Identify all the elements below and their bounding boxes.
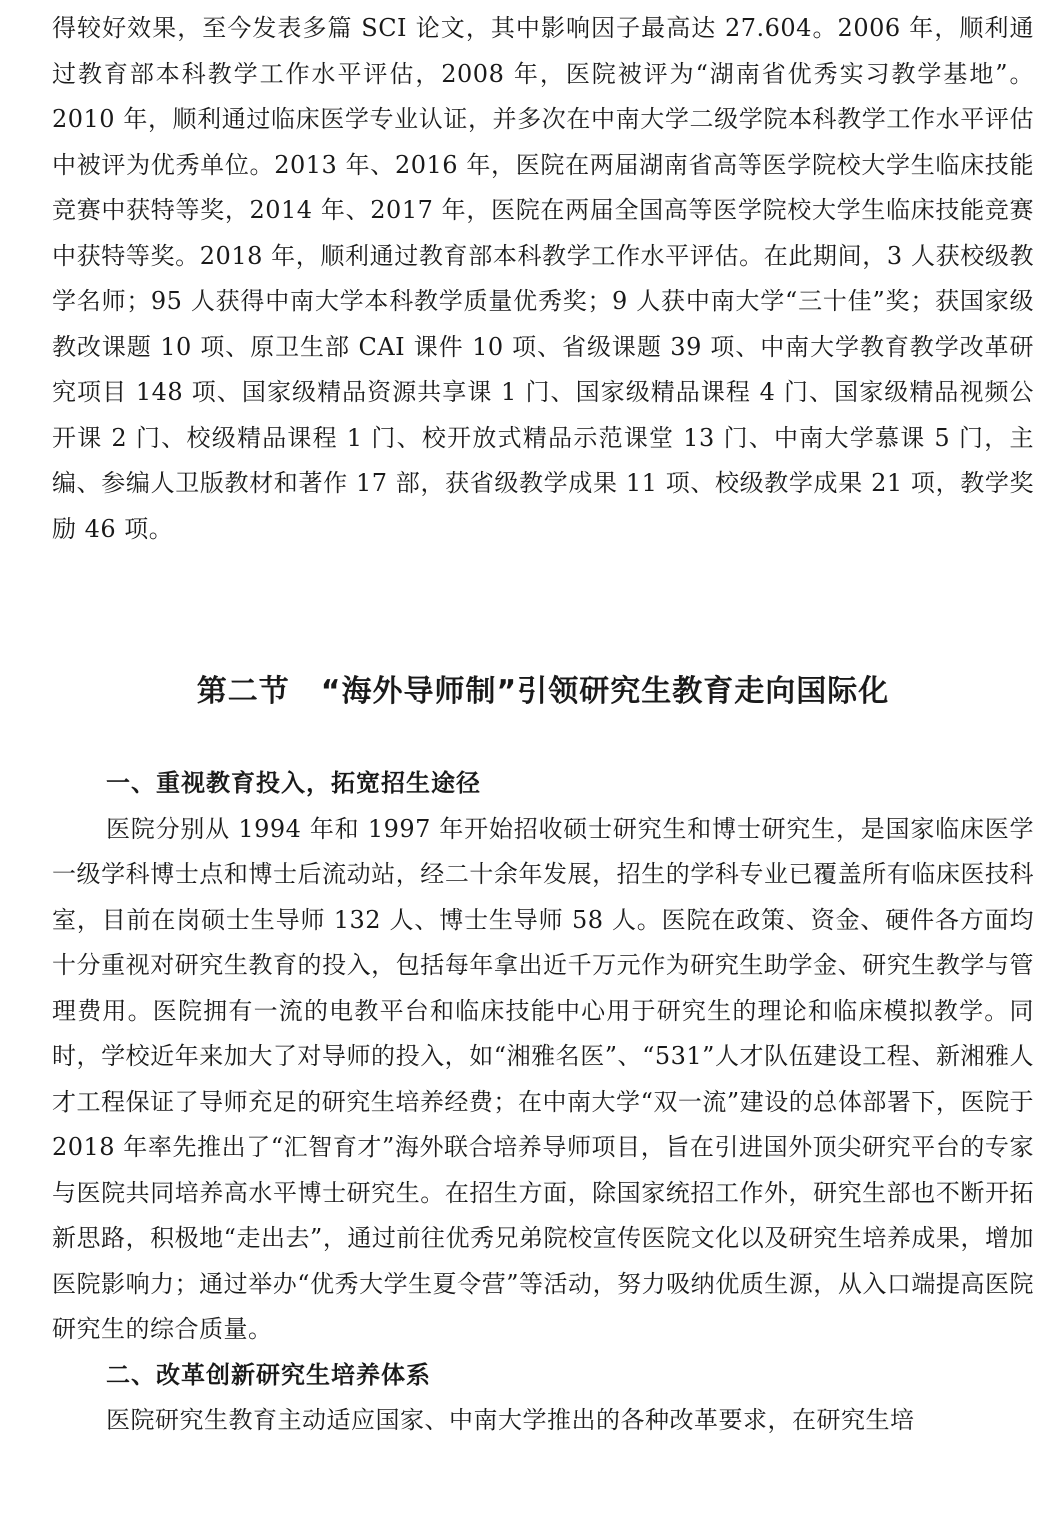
subsection-1-heading: 一、重视教育投入，拓宽招生途径 <box>106 769 481 797</box>
subsection-2-heading: 二、改革创新研究生培养体系 <box>106 1360 431 1389</box>
subsection-1-paragraph: 医院分别从 1994 年和 1997 年开始招收硕士研究生和博士研究生，是国家临床医学一级学科博士点和博士后流动站，经二十余年发展，招生的学科专业已覆盖所有临床医技科室，目前在岗硕士生导师 132 人、博士生导师 58 人。医院在政策、资金、硬件各方面均十分重视对研究生教育的投入，包括每年拿出近千万元作为研究生助学金、研究生教学与管理费用。医院拥有一流的电教平台和临床技能中心用于研究生的理论和临床模拟教学。同时，学校近年来加大了对导师的投入，如“湘雅名医”、“531”人才队伍建设工程、新湘雅人才工程保证了导师充足的研究生培养经费；在中南大学“双一流”建设的总体部署下，医院于 2018 年率先推出了“汇智育才”海外联合培养导师项目，旨在引进国外顶尖研究平台的专家与医院共同培养高水平博士研究生。在招生方面，除国家统招工作外，研究生部也不断开拓新思路，积极地“走出去”，通过前往优秀兄弟院校宣传医院文化以及研究生培养成果，增加医院影响力；通过举办“优秀大学生夏令营”等活动，努力吸纳优质生源，从入口端提高医院研究生的综合质量。 <box>52 814 1034 1343</box>
continued-paragraph: 得较好效果，至今发表多篇 SCI 论文，其中影响因子最高达 27.604。2006 年，顺利通过教育部本科教学工作水平评估，2008 年，医院被评为“湖南省优秀实习教学基地”。2010 年，顺利通过临床医学专业认证，并多次在中南大学二级学院本科教学工作水平评估中被评为优秀单位。2013 年、2016 年，医院在两届湖南省高等医学院校大学生临床技能竞赛中获特等奖，2014 年、2017 年，医院在两届全国高等医学院校大学生临床技能竞赛中获特等奖。2018 年，顺利通过教育部本科教学工作水平评估。在此期间，3 人获校级教学名师；95 人获得中南大学本科教学质量优秀奖；9 人获中南大学“三十佳”奖；获国家级教改课题 10 项、原卫生部 CAI 课件 10 项、省级课题 39 项、中南大学教育教学改革研究项目 148 项、国家级精品资源共享课 1 门、国家级精品课程 4 门、国家级精品视频公开课 2 门、校级精品课程 1 门、校开放式精品示范课堂 13 门、中南大学慕课 5 门，主编、参编人卫版教材和著作 17 部，获省级教学成果 11 项、校级教学成果 21 项，教学奖励 46 项。 <box>52 14 1034 543</box>
section-title: 第二节 “海外导师制”引领研究生教育走向国际化 <box>196 674 890 709</box>
section-body <box>52 761 1034 1444</box>
subsection-2-paragraph: 医院研究生教育主动适应国家、中南大学推出的各种改革要求，在研究生培 <box>106 1406 915 1434</box>
top-text-block <box>52 6 1034 552</box>
